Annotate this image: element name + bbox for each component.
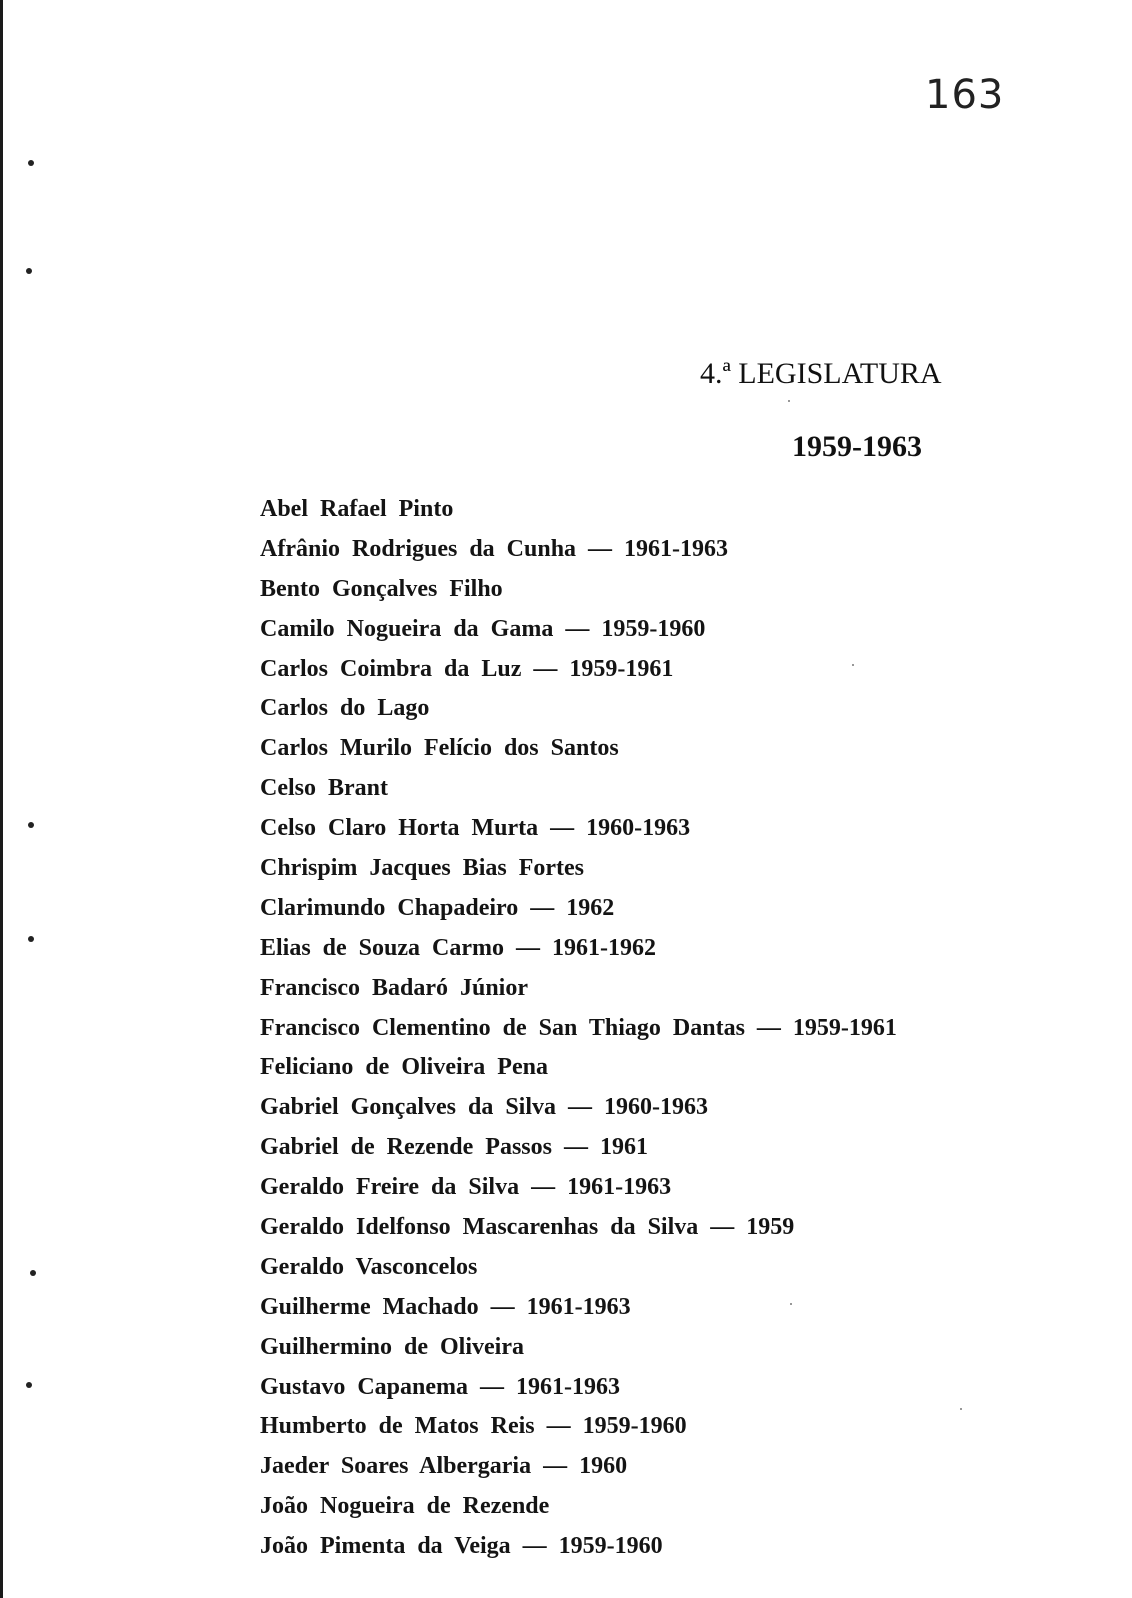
list-item: Abel Rafael Pinto: [260, 496, 454, 522]
list-item: Camilo Nogueira da Gama — 1959-1960: [260, 615, 706, 642]
scan-speck: [788, 400, 790, 402]
scan-mark: [28, 822, 34, 828]
list-item: Elias de Souza Carmo — 1961-1962: [260, 934, 656, 961]
list-item: Gustavo Capanema — 1961-1963: [260, 1373, 621, 1400]
list-item: Feliciano de Oliveira Pena: [260, 1054, 548, 1081]
list-item: Carlos do Lago: [260, 695, 430, 722]
list-item: Chrispim Jacques Bias Fortes: [260, 855, 584, 882]
list-item: Geraldo Freire da Silva — 1961-1963: [260, 1174, 672, 1201]
legislature-years: 1959-1963: [792, 430, 922, 463]
list-item: Carlos Murilo Felício dos Santos: [260, 735, 619, 762]
list-item: Clarimundo Chapadeiro — 1962: [260, 894, 615, 921]
member-list: [260, 490, 1120, 1567]
list-item: João Pimenta da Veiga — 1959-1960: [260, 1533, 663, 1560]
list-item: Celso Brant: [260, 775, 388, 802]
list-item: Carlos Coimbra da Luz — 1959-1961: [260, 655, 674, 682]
list-item: Gabriel Gonçalves da Silva — 1960-1963: [260, 1094, 709, 1121]
list-item: Geraldo Vasconcelos: [260, 1253, 478, 1280]
scan-left-edge: [0, 0, 3, 1598]
legislature-heading: 4.ª LEGISLATURA: [700, 357, 942, 390]
scan-mark: [30, 1270, 36, 1276]
list-item: Francisco Clementino de San Thiago Dantas — 1959-1961: [260, 1014, 897, 1041]
scan-mark: [26, 1382, 32, 1388]
page-number: 163: [925, 72, 1005, 118]
scan-mark: [28, 936, 34, 942]
scan-mark: [28, 160, 34, 166]
list-item: Geraldo Idelfonso Mascarenhas da Silva — 1959: [260, 1214, 795, 1241]
list-item: Guilhermino de Oliveira: [260, 1333, 524, 1360]
scan-mark: [26, 268, 32, 274]
list-item: Bento Gonçalves Filho: [260, 575, 503, 602]
list-item: Jaeder Soares Albergaria — 1960: [260, 1453, 628, 1480]
list-item: Afrânio Rodrigues da Cunha — 1961-1963: [260, 535, 729, 562]
list-item: Guilherme Machado — 1961-1963: [260, 1293, 631, 1320]
list-item: João Nogueira de Rezende: [260, 1493, 550, 1520]
list-item: Francisco Badaró Júnior: [260, 974, 528, 1001]
list-item: Gabriel de Rezende Passos — 1961: [260, 1134, 648, 1161]
list-item: Celso Claro Horta Murta — 1960-1963: [260, 815, 691, 842]
list-item: Humberto de Matos Reis — 1959-1960: [260, 1413, 687, 1440]
